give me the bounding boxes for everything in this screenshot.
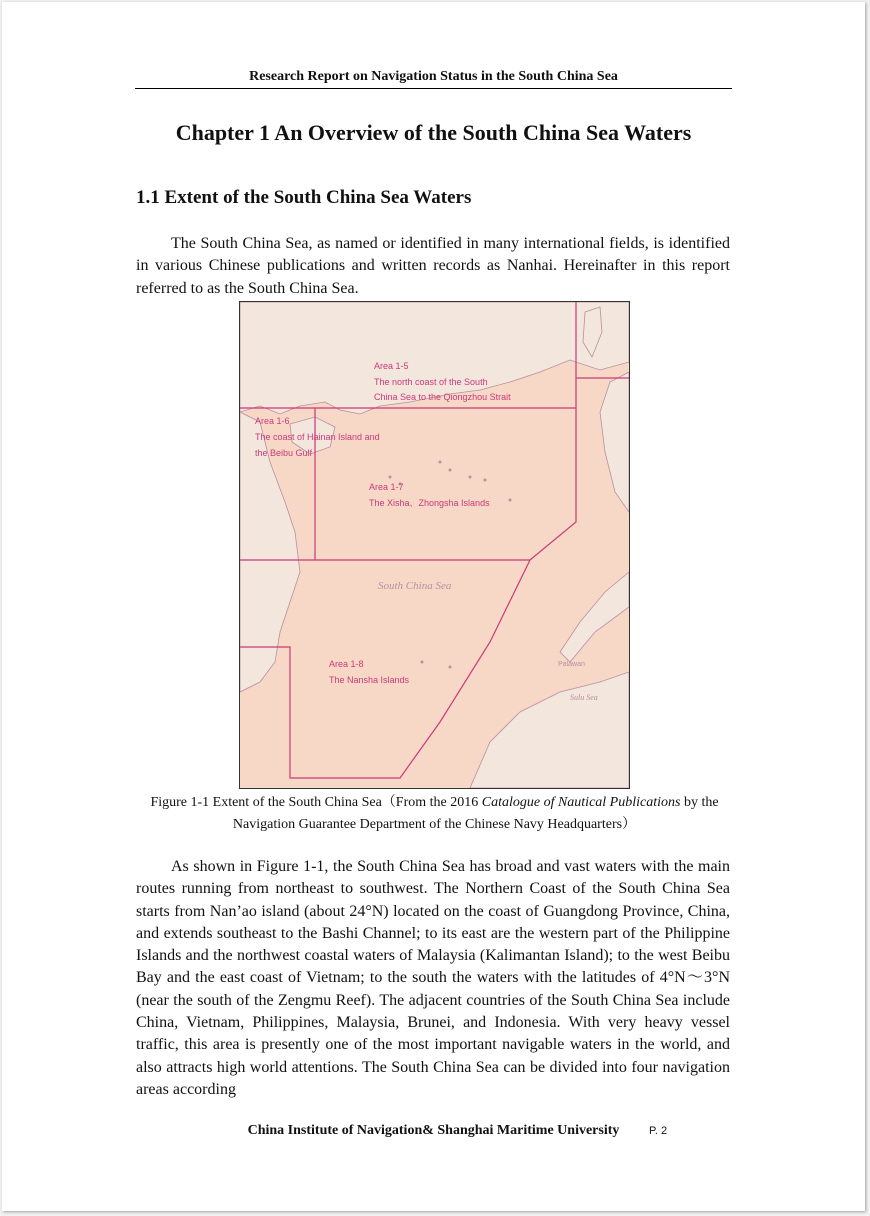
header-rule — [135, 88, 732, 89]
area-1-8-desc-1: The Nansha Islands — [329, 675, 410, 685]
page-number: P. 2 — [649, 1125, 668, 1137]
place-label-palawan: Palawan — [558, 661, 585, 668]
document-page — [2, 2, 865, 1211]
section-heading: 1.1 Extent of the South China Sea Waters — [136, 187, 472, 208]
figure-caption — [136, 792, 733, 836]
running-header: Research Report on Navigation Status in the South China Sea — [249, 69, 618, 84]
caption-prefix: Figure 1-1 Extent of the South China Sea（From the 2016 — [150, 795, 482, 810]
body-paragraph-2: As shown in Figure 1-1, the South China Sea has broad and vast waters with the main routes running from northeast to southwest. The Northern Coast of the South China Sea starts from Nan’ao island (about 24°N) located on the coast of Guangdong Province, China, and extends southeast to the Bashi Channel; to its east are the western part of the Philippine Islands and the northwest coastal waters of Malaysia (Kalimantan Island); to the west Beibu Bay and the east coast of Vietnam; to the south the waters with the latitudes of 4°N～3°N (near the south of the Zengmu Reef). The adjacent countries of the South China Sea include China, Vietnam, Philippines, Malaysia, Brunei, and Indonesia. With very heavy vessel traffic, this area is presently one of the most important navigable waters in the world, and also attracts high world attentions. The South China Sea can be divided into four navigation areas according — [136, 858, 730, 1098]
area-1-7-id: Area 1-7 — [369, 482, 404, 492]
footer-institution: China Institute of Navigation& Shanghai Maritime University — [247, 1123, 620, 1138]
caption-publication-title: Catalogue of Nautical Publications — [481, 795, 681, 810]
area-1-8-id: Area 1-8 — [329, 659, 364, 669]
area-1-6-desc-2: the Beibu Gulf — [255, 448, 313, 458]
place-label-scs: South China Sea — [378, 580, 452, 592]
area-1-5-desc-2: China Sea to the Qiongzhou Strait — [374, 392, 511, 402]
south-china-sea-map — [239, 301, 630, 789]
caption-suffix: by the Navigation Guarantee Department of the Chinese Navy Headquarters） — [232, 795, 719, 832]
body-paragraph-1: The South China Sea, as named or identified in many international fields, is identified in various Chinese publications and written records as Nanhai. Hereinafter in this report referred to as the South China Sea. — [136, 235, 730, 297]
area-1-6-id: Area 1-6 — [255, 416, 290, 426]
area-1-5-id: Area 1-5 — [374, 361, 409, 371]
area-1-5-desc-1: The north coast of the South — [374, 377, 488, 387]
chapter-title: Chapter 1 An Overview of the South China Sea Waters — [175, 120, 692, 145]
area-1-7-desc-1: The Xisha、Zhongsha Islands — [369, 498, 490, 508]
area-1-6-desc-1: The coast of Hainan Island and — [255, 432, 380, 442]
place-label-sulu: Sulu Sea — [570, 693, 598, 702]
